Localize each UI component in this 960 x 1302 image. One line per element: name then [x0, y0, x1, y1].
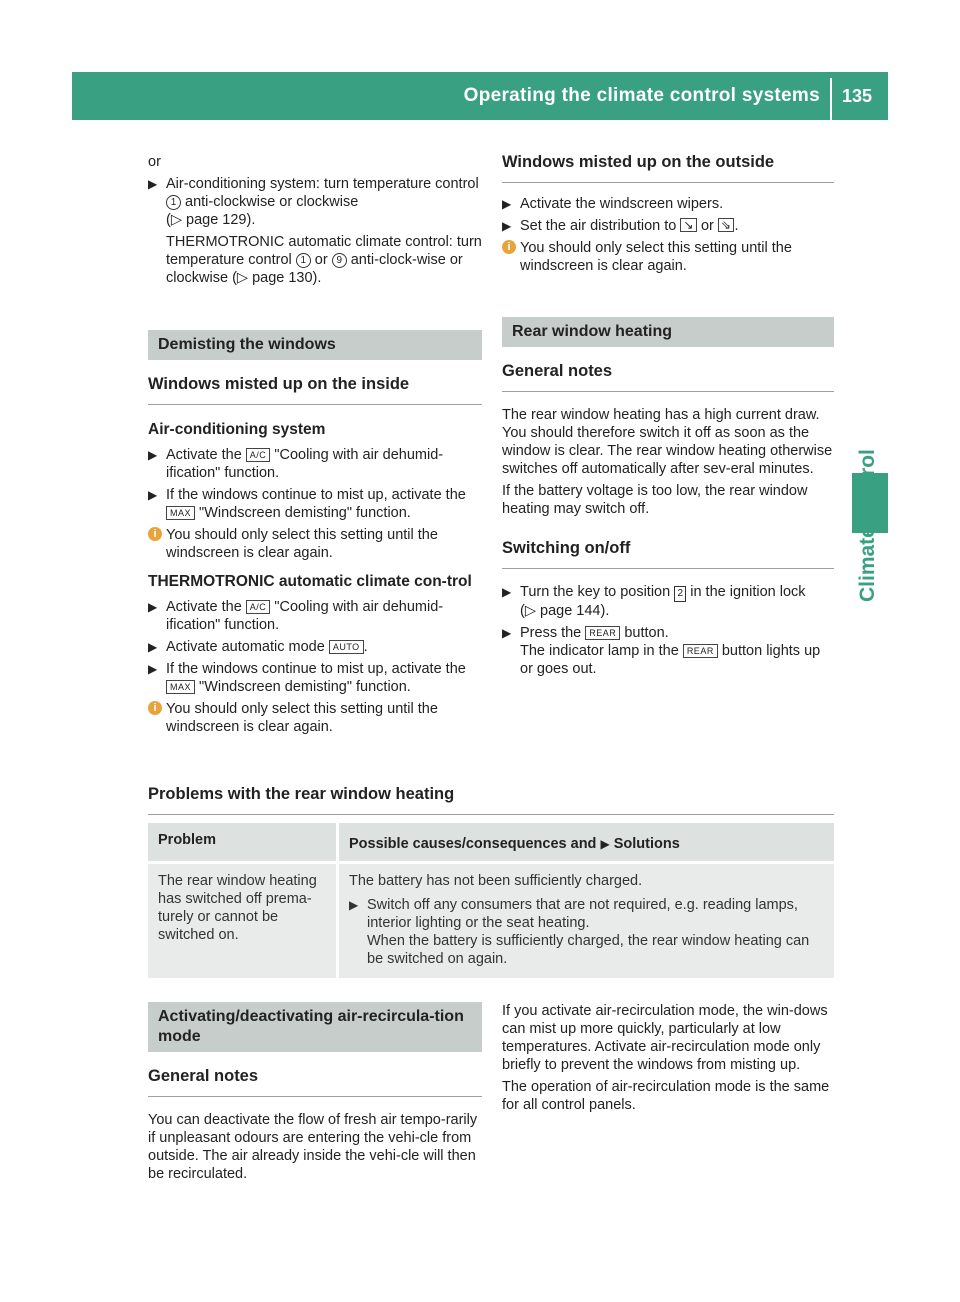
- item-text: If the windows continue to mist up, activate the: [166, 661, 466, 677]
- page-header: [72, 72, 888, 120]
- arrow-icon: ▶: [349, 898, 359, 912]
- item-text: Activate automatic mode: [166, 639, 329, 655]
- rear-window-heating-icon: REAR: [585, 626, 620, 640]
- recirc-paragraph: The operation of air-recirculation mode is the same for all control panels.: [502, 1079, 830, 1113]
- general-paragraph: If the battery voltage is too low, the rear window heating may switch off.: [502, 483, 808, 517]
- page-number: 135: [842, 86, 873, 106]
- subheading-switching: Switching on/off: [502, 538, 834, 569]
- problems-table: [148, 823, 834, 978]
- table-header-problem: Problem: [148, 823, 339, 861]
- page-reference[interactable]: (▷ page 129).: [166, 212, 256, 228]
- arrow-icon: ▶: [502, 197, 512, 211]
- header-separator: [830, 78, 832, 120]
- item-text: If the windows continue to mist up, activate the: [166, 487, 466, 503]
- solution-text: When the battery is sufficiently charged, the rear window heating can be switched on again.: [367, 933, 810, 967]
- control-number-icon: 9: [332, 253, 347, 268]
- subheading-outside: Windows misted up on the outside: [502, 152, 834, 183]
- subheading-inside: Windows misted up on the inside: [148, 374, 482, 405]
- air-distribution-windscreen-icon: ↘: [680, 218, 697, 232]
- item-text: anti-clockwise or clockwise: [181, 194, 359, 210]
- side-chapter-marker: [852, 473, 888, 533]
- list-item: [502, 217, 834, 235]
- arrow-icon: ▶: [148, 448, 158, 462]
- table-header-row: [148, 823, 834, 861]
- item-text: button.: [620, 625, 669, 641]
- solution-text: Switch off any consumers that are not required, e.g. reading lamps, interior lighting or the seat heating.: [367, 897, 798, 931]
- list-item: [148, 598, 482, 634]
- recirculation-right: [502, 1002, 834, 1114]
- header-text: Possible causes/consequences and: [349, 836, 601, 852]
- rear-window-heating-icon: REAR: [683, 644, 718, 658]
- list-item: [349, 896, 826, 968]
- problems-heading: Problems with the rear window heating: [148, 784, 834, 815]
- arrow-icon: ▶: [148, 488, 158, 502]
- item-text: "Windscreen demisting" function.: [195, 679, 411, 695]
- info-text: You should only select this setting until the windscreen is clear again.: [520, 240, 792, 274]
- thermotronic-heading: THERMOTRONIC automatic climate con-trol: [148, 573, 472, 590]
- table-row: [148, 861, 834, 978]
- list-item: [502, 583, 834, 620]
- problem-cell: The rear window heating has switched off prema-turely or cannot be switched on.: [148, 861, 339, 978]
- item-text: Turn the key to position: [520, 584, 675, 600]
- arrow-icon: ▶: [148, 177, 158, 191]
- list-item: [148, 638, 482, 656]
- list-item: [148, 446, 482, 482]
- arrow-icon: ▶: [502, 626, 512, 640]
- info-icon: i: [148, 527, 162, 541]
- item-text: or: [696, 218, 718, 234]
- arrow-icon: ▶: [600, 837, 610, 851]
- subheading-general-notes: General notes: [148, 1066, 482, 1097]
- info-text: You should only select this setting until the windscreen is clear again.: [166, 527, 438, 561]
- list-item: [148, 486, 482, 522]
- item-text: button lights up or goes out.: [520, 643, 821, 677]
- arrow-icon: ▶: [502, 219, 512, 233]
- item-text: .: [363, 639, 368, 655]
- header-text: Solutions: [609, 836, 680, 852]
- info-note: [148, 700, 482, 736]
- item-text: Activate the windscreen wipers.: [520, 196, 724, 212]
- info-icon: i: [148, 701, 162, 715]
- ac-button-icon: A/C: [246, 600, 271, 614]
- section-heading-demisting: Demisting the windows: [148, 330, 482, 360]
- cause-text: The battery has not been sufficiently charged.: [349, 873, 643, 889]
- section-heading-recirculation: Activating/deactivating air-recircula-tion mode: [148, 1002, 482, 1052]
- item-text: Activate the: [166, 599, 246, 615]
- page-reference[interactable]: (▷ page 144).: [520, 603, 610, 619]
- item-text: Set the air distribution to: [520, 218, 681, 234]
- item-text: "Cooling with air dehumid-ification" function.: [166, 447, 444, 481]
- item-text: The indicator lamp in the: [520, 643, 683, 659]
- arrow-icon: ▶: [148, 600, 158, 614]
- recirc-paragraph: If you activate air-recirculation mode, the win-dows can mist up more quickly, particularly at low temperatures. Activate air-recirculation mode only briefly to prevent the windows from misting up.: [502, 1003, 828, 1073]
- info-icon: i: [502, 240, 516, 254]
- table-header-solutions: [339, 823, 834, 861]
- right-column: [502, 148, 834, 678]
- arrow-icon: ▶: [502, 585, 512, 599]
- solution-cell: [339, 861, 834, 978]
- list-item: [502, 624, 834, 678]
- or-text: or: [148, 154, 161, 170]
- auto-button-icon: AUTO: [329, 640, 364, 654]
- general-paragraph: The rear window heating has a high current draw. You should therefore switch it off as soon as the window is clear. The rear window heating otherwise switches off automatically after sev-eral minutes.: [502, 407, 833, 477]
- ac-button-icon: A/C: [246, 448, 271, 462]
- arrow-icon: ▶: [148, 662, 158, 676]
- info-note: [502, 239, 834, 275]
- list-item: [148, 660, 482, 696]
- item-text: .: [734, 218, 739, 234]
- section-heading-rear-window: Rear window heating: [502, 317, 834, 347]
- item-text: in the ignition lock: [686, 584, 806, 600]
- item-text: THERMOTRONIC automatic climate control: turn temperature control: [166, 234, 482, 268]
- item-text: "Windscreen demisting" function.: [195, 505, 411, 521]
- subheading-general-notes: General notes: [502, 361, 834, 392]
- control-number-icon: 1: [296, 253, 311, 268]
- air-distribution-windscreen-footwell-icon: ⇘: [718, 218, 735, 232]
- problems-section: [148, 784, 834, 978]
- left-column: [148, 148, 482, 736]
- arrow-icon: ▶: [148, 640, 158, 654]
- header-title: Operating the climate control systems: [463, 85, 820, 106]
- item-text: "Cooling with air dehumid-ification" function.: [166, 599, 444, 633]
- thermotronic-text: [148, 233, 482, 287]
- item-text: anti-clock-wise or clockwise (▷ page 130).: [166, 252, 463, 286]
- demist-max-icon: MAX: [166, 506, 195, 520]
- info-note: [148, 526, 482, 562]
- list-item: [148, 175, 482, 229]
- info-text: You should only select this setting until the windscreen is clear again.: [166, 701, 438, 735]
- item-text: Press the: [520, 625, 586, 641]
- list-item: [502, 195, 834, 213]
- item-text: Air-conditioning system: turn temperature control: [166, 176, 479, 192]
- demist-max-icon: MAX: [166, 680, 195, 694]
- item-text: or: [310, 252, 332, 268]
- control-number-icon: 1: [166, 195, 181, 210]
- key-position-icon: 2: [674, 586, 686, 602]
- item-text: Activate the: [166, 447, 246, 463]
- ac-heading: Air-conditioning system: [148, 421, 326, 438]
- recirculation-left: [148, 1002, 482, 1183]
- recirc-paragraph: You can deactivate the flow of fresh air tempo-rarily if unpleasant odours are entering the vehi-cle from outside. The air already inside the vehi-cle will then be recirculated.: [148, 1112, 478, 1182]
